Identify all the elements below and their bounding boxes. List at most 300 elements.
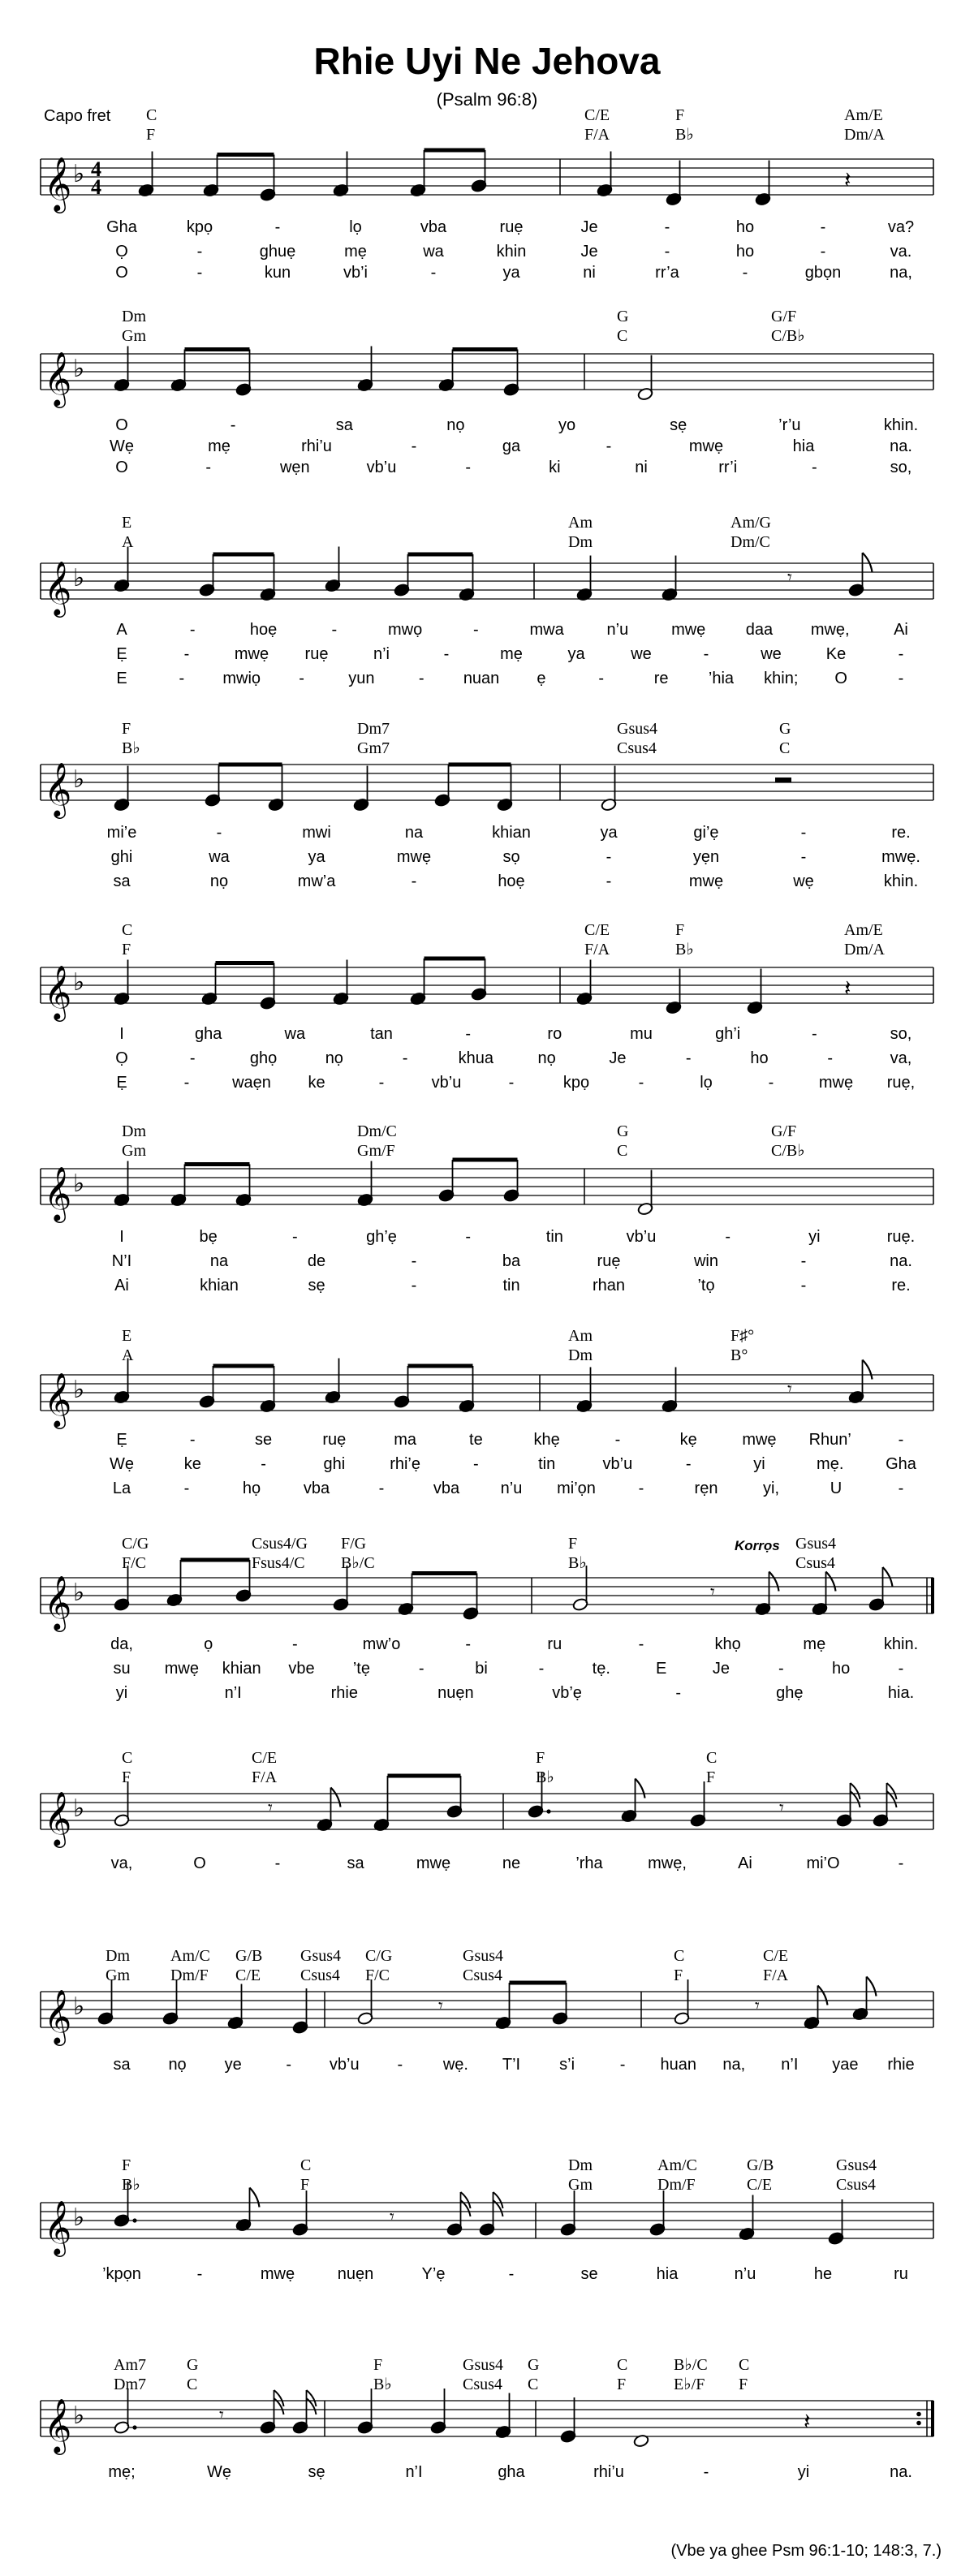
chord-symbol-capo: B♭/C (341, 1554, 375, 1572)
lyric-syllable: - (189, 1049, 196, 1067)
lyric-syllable: - (291, 1635, 298, 1653)
treble-clef-icon: 𝄞 (44, 156, 72, 211)
lyric-syllable: win (693, 1252, 719, 1270)
chord-symbol-capo: Dm (568, 1346, 593, 1364)
chord-symbol: G/B (235, 1947, 263, 1965)
chord-symbol: C (674, 1947, 685, 1965)
song-title: Rhie Uyi Ne Jehova (313, 40, 661, 82)
chord-symbol-capo: Dm/A (844, 941, 885, 958)
treble-clef-icon: 𝄞 (44, 1988, 72, 2044)
chord-symbol: C (739, 2356, 750, 2374)
chord-symbol-capo: B♭ (675, 126, 694, 144)
lyric-syllable: - (606, 872, 612, 890)
quarter-rest-icon: 𝄽 (844, 975, 851, 1002)
lyric-syllable: yi (753, 1455, 765, 1473)
chord-symbol-capo: Gm/F (357, 1142, 395, 1160)
lyric-syllable: ghi (323, 1455, 346, 1473)
lyric-syllable: - (189, 1431, 196, 1449)
lyric-syllable: Y’ẹ (421, 2265, 446, 2283)
eighth-rest-icon: 𝄾 (787, 1379, 792, 1400)
lyric-syllable: T’I (502, 2056, 521, 2074)
staff-system (41, 720, 933, 890)
lyric-syllable: mwẹ (742, 1431, 777, 1449)
chord-symbol: Dm (568, 2156, 593, 2174)
lyric-syllable: - (778, 1660, 784, 1678)
lyric-syllable: n’I (405, 2463, 423, 2481)
lyric-syllable: ya (502, 264, 520, 282)
chord-symbol-capo: C/E (235, 1966, 261, 1984)
lyric-syllable: - (598, 670, 605, 687)
chord-symbol: F (536, 1749, 545, 1767)
lyric-syllable: vba (303, 1480, 330, 1497)
lyric-syllable: rhan (592, 1277, 626, 1294)
lyric-syllable: ho (735, 218, 755, 236)
chord-symbol-capo: Dm/F (170, 1966, 209, 1984)
flat-key-signature-icon: ♭ (73, 1170, 85, 1198)
lyric-syllable: mwẹ (688, 437, 724, 455)
lyric-syllable: wa (284, 1025, 306, 1043)
lyric-syllable: khin. (883, 872, 919, 890)
time-signature-top: 4 (91, 157, 101, 181)
staff-system (41, 1327, 933, 1497)
lyric-syllable: wa (423, 243, 444, 261)
song-subtitle: (Psalm 96:8) (436, 89, 538, 110)
lyric-syllable: rhie (887, 2056, 915, 2074)
lyric-syllable: - (183, 1480, 190, 1497)
chord-symbol-capo: F/A (584, 941, 610, 958)
lyric-syllable: mwẹ (396, 848, 432, 866)
lyric-syllable: mi’ọn (557, 1480, 596, 1497)
lyric-syllable: ghi (110, 848, 133, 866)
lyric-syllable: na. (890, 2463, 912, 2481)
lyric-syllable: sọ (502, 848, 520, 866)
lyric-syllable: - (430, 264, 437, 282)
lyric-syllable: kẹ (679, 1431, 697, 1449)
chord-symbol-capo: F (739, 2376, 748, 2393)
lyric-syllable: - (675, 1684, 682, 1702)
lyric-syllable: Gha (886, 1455, 916, 1473)
chord-symbol-capo: Gm (122, 327, 146, 345)
lyric-syllable: nuẹn (437, 1684, 474, 1702)
lyric-syllable: de (307, 1252, 326, 1270)
lyric-syllable: ki (549, 459, 561, 476)
chord-symbol-capo: C (779, 739, 791, 757)
lyric-syllable: Ọ (115, 243, 128, 261)
note-flag (818, 1986, 828, 2005)
note-flag (636, 1779, 645, 1798)
staff-system (41, 2156, 933, 2283)
lyric-syllable: daa (745, 621, 774, 639)
chord-symbol: C (122, 1749, 133, 1767)
lyric-syllable: - (411, 1252, 417, 1270)
lyric-syllable: mwẹ (688, 872, 724, 890)
lyric-syllable: re (653, 670, 669, 687)
lyric-syllable: khin. (883, 1635, 919, 1653)
lyric-syllable: mwẹ (234, 645, 269, 663)
chord-symbol-capo: Csus4 (795, 1554, 835, 1572)
lyric-syllable: mu (630, 1025, 653, 1043)
repeat-dot (916, 2421, 921, 2426)
lyric-syllable: ’kpọn (102, 2265, 141, 2283)
lyric-syllable: ke (308, 1074, 325, 1092)
lyric-syllable: E (655, 1660, 667, 1678)
chord-symbol-capo: Dm (568, 533, 593, 551)
chord-symbol: Am/C (657, 2156, 697, 2174)
lyric-syllable: - (703, 645, 709, 663)
lyric-syllable: Ẹ (116, 645, 127, 663)
chord-symbol-capo: Csus4 (300, 1966, 340, 1984)
lyric-syllable: Ke (825, 645, 847, 663)
treble-clef-icon: 𝄞 (44, 2199, 72, 2255)
chord-symbol: C (146, 106, 157, 124)
chord-symbol-capo: C/B♭ (771, 1142, 805, 1160)
lyric-syllable: I (119, 1025, 124, 1043)
note-flag (493, 2192, 503, 2216)
lyric-syllable: sa (113, 872, 131, 890)
lyric-syllable: - (418, 670, 425, 687)
lyric-syllable: - (898, 670, 904, 687)
lyric-syllable: ruẹ (322, 1431, 347, 1449)
lyric-syllable: rhi’u (301, 437, 332, 455)
lyric-syllable: vb’u (431, 1074, 462, 1092)
chord-symbol-capo: F (122, 1768, 131, 1786)
lyric-syllable: n’u (734, 2265, 756, 2283)
lyric-syllable: bi (475, 1660, 488, 1678)
lyric-syllable: - (619, 2056, 626, 2074)
chord-symbol: C/G (365, 1947, 393, 1965)
lyric-syllable: - (465, 1228, 472, 1246)
lyric-syllable: mwẹ (260, 2265, 295, 2283)
lyric-syllable: va. (890, 243, 912, 261)
chord-symbol: Am/E (844, 106, 883, 124)
chord-symbol: C (706, 1749, 718, 1767)
augmentation-dot (132, 2218, 136, 2222)
lyric-syllable: Je (609, 1049, 627, 1067)
lyric-syllable: khẹ (533, 1431, 560, 1449)
lyric-syllable: - (606, 848, 612, 866)
lyric-syllable: ru (894, 2265, 908, 2283)
lyric-syllable: ’r’u (778, 416, 801, 434)
staff-system (41, 921, 933, 1092)
staff-system (41, 2356, 933, 2481)
chord-symbol: F♯° (730, 1327, 755, 1345)
lyric-syllable: yi, (763, 1480, 779, 1497)
chorus-label: Korrọs (735, 1538, 780, 1553)
lyric-syllable: - (742, 264, 748, 282)
lyric-syllable: vb’u (626, 1228, 657, 1246)
chord-symbol: Am/C (170, 1947, 210, 1965)
lyric-syllable: - (183, 645, 190, 663)
chord-symbol: Gsus4 (463, 2356, 504, 2374)
lyric-syllable: ẹ (537, 670, 546, 687)
lyric-syllable: ne (502, 1854, 521, 1872)
lyric-syllable: Wẹ (207, 2463, 231, 2481)
lyric-syllable: - (216, 824, 222, 842)
lyric-syllable: vba (420, 218, 447, 236)
lyric-syllable: he (813, 2265, 833, 2283)
lyric-syllable: - (638, 1480, 644, 1497)
staff-system (41, 1947, 933, 2074)
lyric-syllable: da, (110, 1635, 133, 1653)
lyric-syllable: ke (183, 1455, 201, 1473)
chord-symbol: F (122, 2156, 131, 2174)
lyric-syllable: wẹ (793, 872, 814, 890)
eighth-rest-icon: 𝄾 (219, 2405, 224, 2426)
lyric-syllable: La (112, 1480, 131, 1497)
treble-clef-icon: 𝄞 (44, 761, 72, 816)
eighth-rest-icon: 𝄾 (787, 567, 792, 588)
lyric-syllable: vba (433, 1480, 460, 1497)
flat-key-signature-icon: ♭ (73, 564, 85, 592)
chord-symbol-capo: B♭ (122, 739, 140, 757)
lyric-syllable: - (898, 1431, 904, 1449)
lyric-syllable: ho (735, 243, 755, 261)
chord-symbol-capo: Gm (122, 1142, 146, 1160)
lyric-syllable: yae (832, 2056, 859, 2074)
lyric-syllable: - (800, 1277, 807, 1294)
augmentation-dot (132, 2425, 136, 2429)
flat-key-signature-icon: ♭ (73, 765, 85, 794)
lyric-syllable: sẹ (308, 2463, 325, 2481)
lyric-syllable: - (800, 824, 807, 842)
chord-symbol: F/G (341, 1535, 367, 1553)
scripture-reference: (Vbe ya ghee Psm 96:1-10; 148:3, 7.) (670, 2542, 942, 2560)
staff-system (41, 514, 933, 687)
treble-clef-icon: 𝄞 (44, 351, 72, 406)
lyric-syllable: ghuẹ (259, 243, 296, 261)
lyric-syllable: - (196, 264, 203, 282)
chord-symbol: G/F (771, 1122, 797, 1140)
lyric-syllable: - (800, 1252, 807, 1270)
chord-symbol: Am/E (844, 921, 883, 939)
lyric-syllable: lọ (700, 1074, 713, 1092)
chord-symbol: G/F (771, 308, 797, 325)
lyric-syllable: E (116, 670, 127, 687)
quarter-rest-icon: 𝄽 (804, 2408, 811, 2435)
lyric-syllable: khin. (883, 416, 919, 434)
lyric-syllable: ọ (204, 1635, 213, 1653)
lyric-syllable: yi (115, 1684, 128, 1702)
lyric-syllable: se (580, 2265, 598, 2283)
chord-symbol: F (675, 921, 685, 939)
lyric-syllable: - (286, 2056, 292, 2074)
lyric-syllable: mẹ (500, 645, 523, 663)
lyric-syllable: waẹn (232, 1074, 271, 1092)
lyric-syllable: - (725, 1228, 731, 1246)
lyric-syllable: n’u (606, 621, 629, 639)
chord-symbol-capo: F (617, 2376, 627, 2393)
lyric-syllable: ruẹ, (886, 1074, 916, 1092)
lyric-syllable: - (331, 621, 338, 639)
lyric-syllable: mw’o (362, 1635, 401, 1653)
lyric-syllable: vb’u (366, 459, 397, 476)
lyric-syllable: mẹ (208, 437, 231, 455)
chord-symbol-capo: E♭/F (674, 2376, 705, 2393)
note-flag (883, 1567, 893, 1587)
lyric-syllable: - (898, 645, 904, 663)
lyric-syllable: gha (498, 2463, 525, 2481)
flat-key-signature-icon: ♭ (73, 968, 85, 997)
lyric-syllable: - (411, 437, 417, 455)
chord-symbol: Am (568, 514, 593, 532)
chord-symbol: C (122, 921, 133, 939)
chord-symbol-capo: F (122, 941, 131, 958)
chord-symbol: Csus4/G (252, 1535, 308, 1553)
lyric-syllable: - (443, 645, 450, 663)
chord-symbol-capo: F (706, 1768, 716, 1786)
lyric-syllable: hia. (887, 1684, 915, 1702)
lyric-syllable: ruẹ (597, 1252, 621, 1270)
lyric-syllable: mi’e (106, 824, 137, 842)
lyric-syllable: Wẹ (110, 437, 134, 455)
chord-symbol: G (779, 720, 791, 738)
lyric-syllable: na (404, 824, 424, 842)
lyric-syllable: tin (538, 1455, 556, 1473)
lyric-syllable: Wẹ (110, 1455, 134, 1473)
lyric-syllable: yi (797, 2463, 810, 2481)
lyric-syllable: Ẹ (116, 1431, 127, 1449)
chord-symbol: F (568, 1535, 578, 1553)
lyric-syllable: Ai (894, 621, 908, 639)
note-flag (867, 1977, 877, 1997)
flat-key-signature-icon: ♭ (73, 160, 85, 188)
lyric-syllable: - (411, 1277, 417, 1294)
chord-symbol-capo: Csus4 (463, 1966, 502, 1984)
staff-system (41, 308, 933, 476)
lyric-syllable: - (465, 1025, 472, 1043)
flat-key-signature-icon: ♭ (73, 1992, 85, 2021)
chord-symbol: E (122, 514, 132, 532)
lyric-syllable: - (378, 1480, 385, 1497)
eighth-rest-icon: 𝄾 (779, 1798, 784, 1819)
lyric-syllable: - (664, 243, 670, 261)
chord-symbol-capo: Gm7 (357, 739, 390, 757)
chord-symbol-capo: C/B♭ (771, 327, 805, 345)
lyric-syllable: - (664, 218, 670, 236)
note-flag (769, 1572, 779, 1592)
chord-symbol: Am7 (114, 2356, 146, 2374)
lyric-syllable: mwiọ (222, 670, 261, 687)
chord-symbol-capo: C (617, 327, 628, 345)
lyric-syllable: - (274, 1854, 281, 1872)
chord-symbol: C/E (763, 1947, 789, 1965)
chord-symbol-capo: F (146, 126, 156, 144)
lyric-syllable: hoẹ (498, 872, 525, 890)
lyric-syllable: - (898, 1854, 904, 1872)
chord-symbol-capo: Dm/A (844, 126, 885, 144)
lyric-syllable: mwa (529, 621, 564, 639)
lyric-syllable: - (827, 1049, 834, 1067)
lyric-syllable: s’i (559, 2056, 575, 2074)
time-signature-bottom: 4 (91, 175, 101, 199)
chord-symbol-capo: Csus4 (836, 2176, 876, 2194)
chord-symbol-capo: A (122, 1346, 134, 1364)
lyric-syllable: ’tọ (697, 1277, 715, 1294)
lyric-syllable: - (183, 1074, 190, 1092)
lyric-syllable: ’tẹ (352, 1660, 370, 1678)
lyric-syllable: wa (209, 848, 230, 866)
lyric-syllable: vb’ẹ (552, 1684, 582, 1702)
lyric-syllable: - (196, 243, 203, 261)
lyric-syllable: sẹ (308, 1277, 325, 1294)
chord-symbol: Gsus4 (617, 720, 658, 738)
staff-system (41, 1535, 933, 1702)
lyric-syllable: nọ (325, 1049, 343, 1067)
lyric-syllable: - (606, 437, 612, 455)
lyric-syllable: sa (335, 416, 353, 434)
lyric-syllable: na. (890, 437, 912, 455)
lyric-syllable: nuan (463, 670, 500, 687)
lyric-syllable: rr’i (718, 459, 738, 476)
lyric-syllable: n’i (373, 645, 390, 663)
lyric-syllable: Rhun’ (808, 1431, 851, 1449)
chord-symbol-capo: Csus4 (463, 2376, 502, 2393)
lyric-syllable: se (254, 1431, 273, 1449)
augmentation-dot (546, 1809, 550, 1813)
lyric-syllable: vb’i (343, 264, 368, 282)
chord-symbol: E (122, 1327, 132, 1345)
chord-symbol-capo: Gm (568, 2176, 593, 2194)
lyric-syllable: - (800, 848, 807, 866)
lyric-syllable: mwẹ, (810, 621, 850, 639)
treble-clef-icon: 𝄞 (44, 1790, 72, 1846)
lyric-syllable: mẹ; (108, 2463, 136, 2481)
lyric-syllable: sa (113, 2056, 131, 2074)
lyric-syllable: gha (194, 1025, 222, 1043)
chord-symbol: Gsus4 (463, 1947, 504, 1965)
lyric-syllable: mwẹ (671, 621, 706, 639)
chord-symbol: G (187, 2356, 199, 2374)
lyric-syllable: O (115, 264, 128, 282)
chord-symbol-capo: Dm/C (730, 533, 770, 551)
chord-symbol: C/E (584, 106, 610, 124)
lyric-syllable: Ai (738, 1854, 752, 1872)
lyric-syllable: - (230, 416, 236, 434)
treble-clef-icon: 𝄞 (44, 964, 72, 1019)
lyric-syllable: - (299, 670, 304, 687)
chord-symbol-capo: Dm/F (657, 2176, 696, 2194)
lyric-syllable: tan (370, 1025, 393, 1043)
lyric-syllable: kpọ (186, 218, 213, 236)
flat-key-signature-icon: ♭ (73, 355, 85, 383)
note-flag (863, 553, 873, 572)
chord-symbol: Dm (122, 308, 146, 325)
note-flag (274, 2390, 284, 2414)
lyric-syllable: ya (567, 645, 585, 663)
lyric-syllable: - (820, 243, 826, 261)
lyric-syllable: n’I (224, 1684, 242, 1702)
chord-symbol: G/B (747, 2156, 774, 2174)
lyric-syllable: - (261, 1455, 266, 1473)
lyric-syllable: we (631, 645, 652, 663)
eighth-rest-icon: 𝄾 (710, 1582, 715, 1603)
chord-symbol-capo: F (674, 1966, 683, 1984)
lyric-syllable: mwọ (387, 621, 423, 639)
chord-symbol-capo: C (528, 2376, 539, 2393)
lyric-syllable: tẹ. (592, 1660, 610, 1678)
eighth-rest-icon: 𝄾 (755, 1996, 760, 2017)
lyric-syllable: rhi’u (593, 2463, 624, 2481)
lyric-syllable: khian (222, 1660, 261, 1678)
lyric-syllable: - (614, 1431, 621, 1449)
lyric-syllable: - (685, 1049, 692, 1067)
lyric-syllable: O (193, 1854, 206, 1872)
lyric-syllable: - (411, 872, 417, 890)
lyric-syllable: nọ (168, 2056, 187, 2074)
chord-symbol: Dm (106, 1947, 130, 1965)
note-flag (331, 1788, 341, 1807)
chord-symbol: Dm7 (357, 720, 390, 738)
